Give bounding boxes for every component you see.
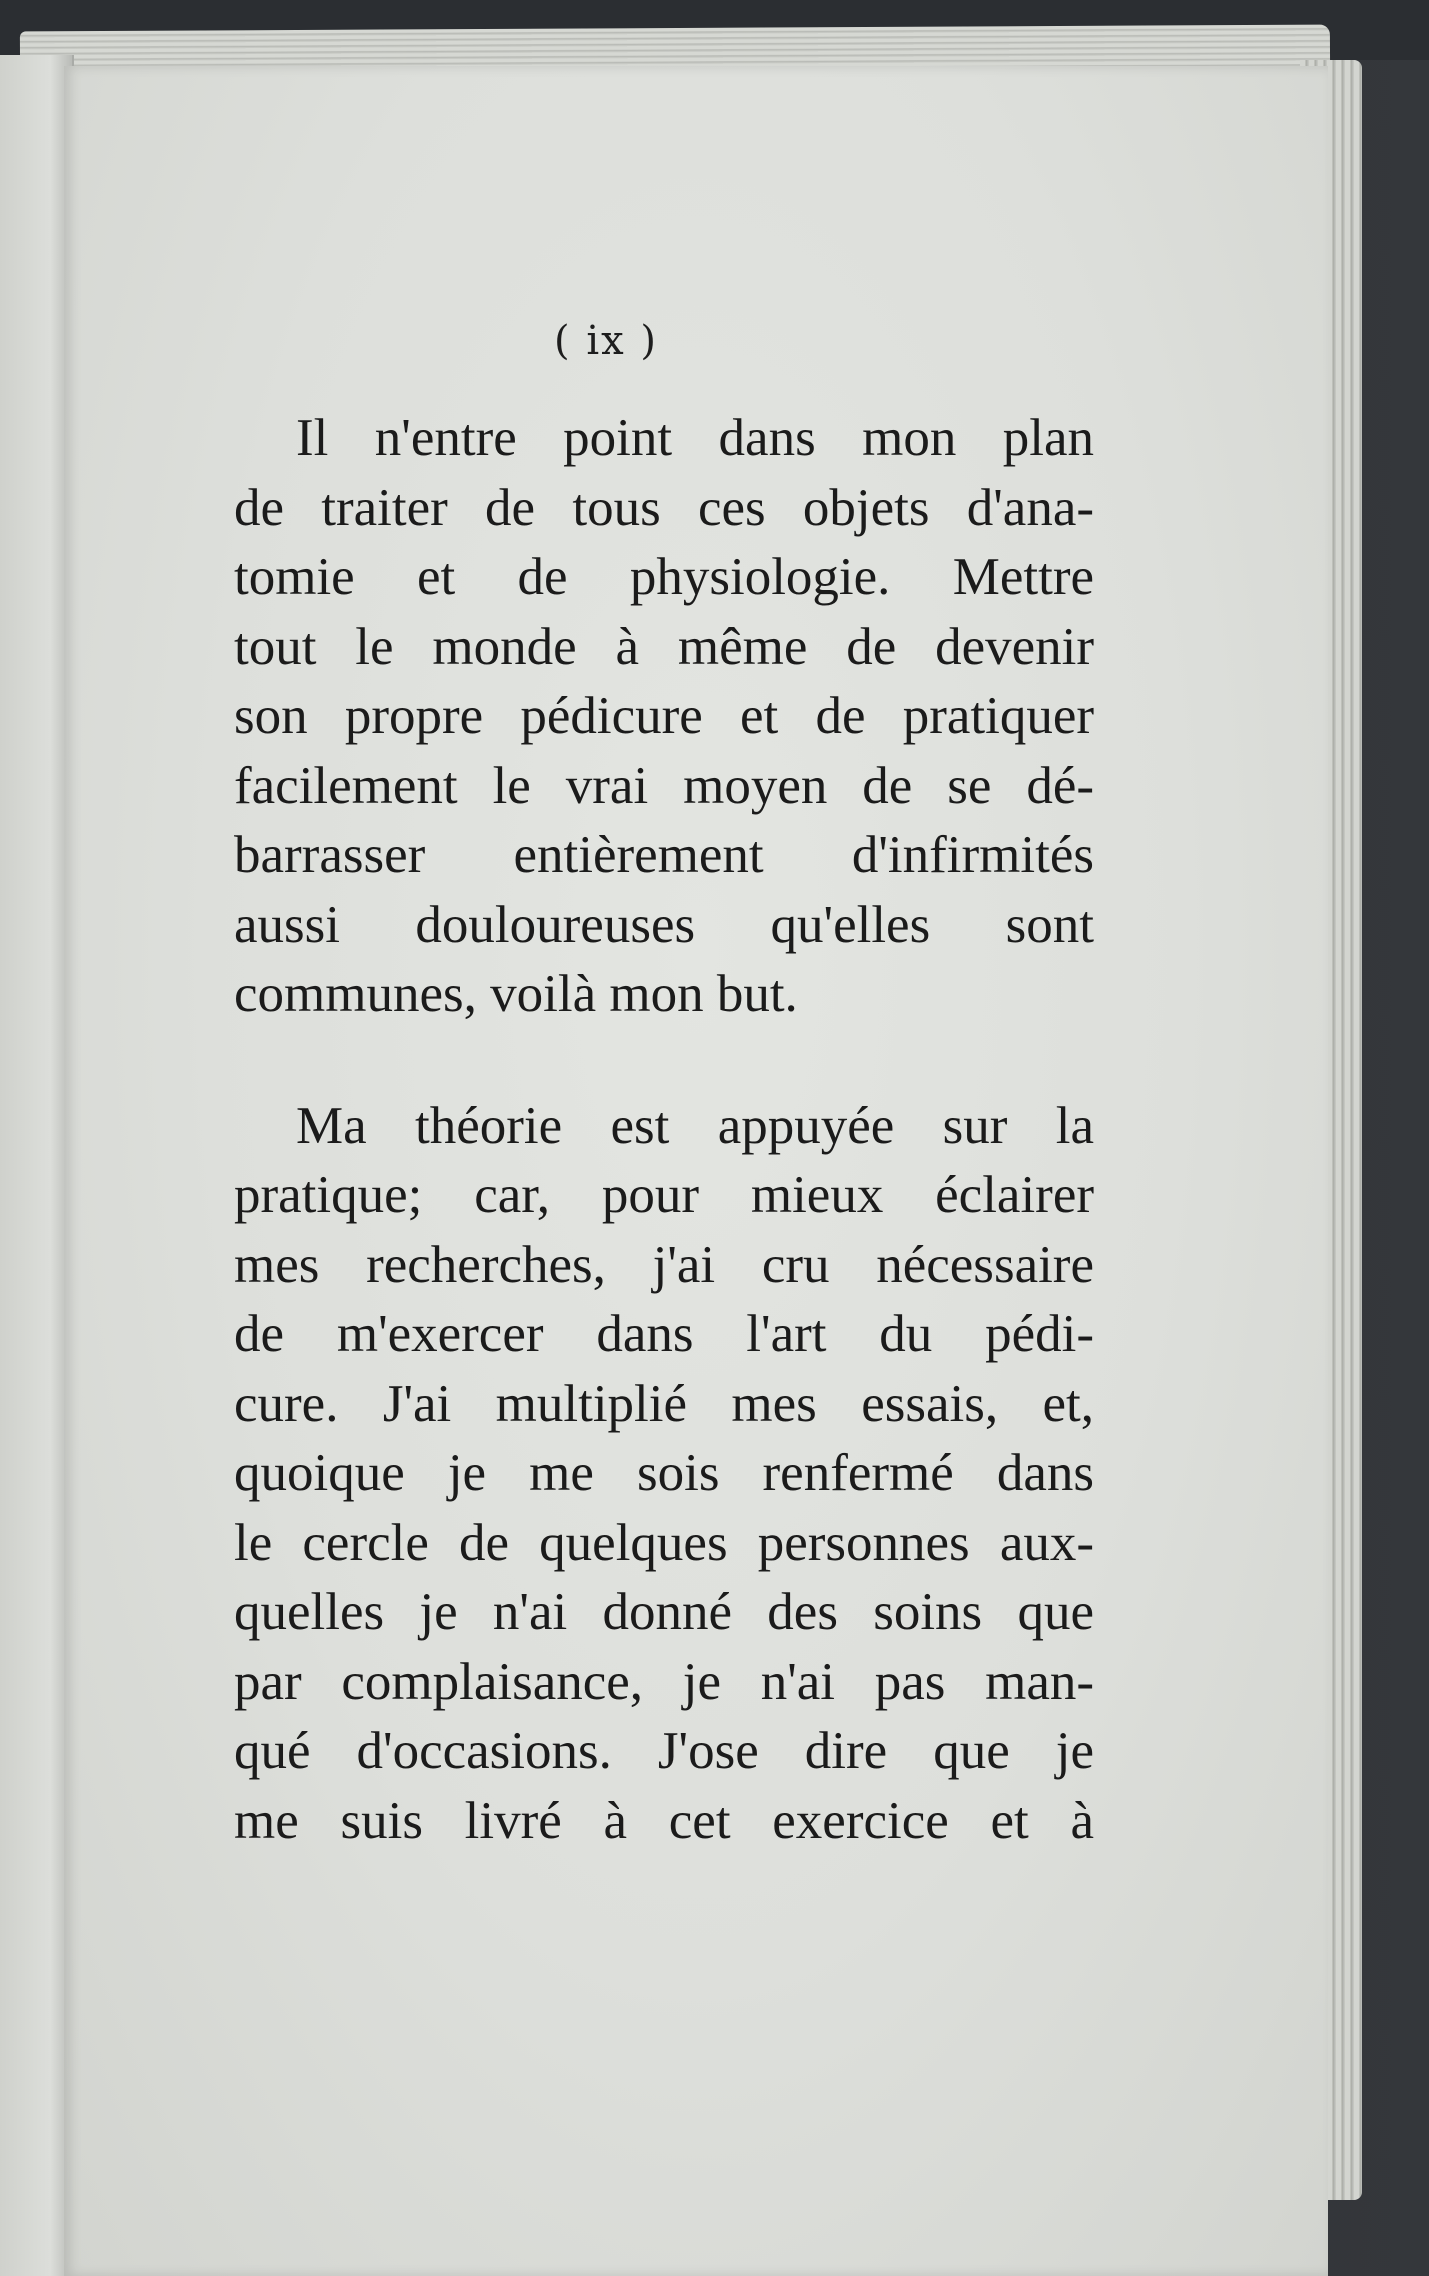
text-line: de m'exercer dans l'art du pédi- xyxy=(234,1305,1094,1363)
text-line: tout le monde à même de devenir xyxy=(234,617,1094,676)
paragraph-2 xyxy=(234,1092,1094,1857)
text-line: me suis livré à cet exercice et à xyxy=(234,1791,1094,1850)
text-line: de traiter de tous ces objets d'ana- xyxy=(234,478,1094,537)
text-line: pratique; car, pour mieux éclairer xyxy=(234,1166,1094,1224)
text-line: tomie et de physiologie. Mettre xyxy=(234,548,1094,606)
text-line: aussi douloureuses qu'elles sont xyxy=(234,895,1094,954)
text-line: par complaisance, je n'ai pas man- xyxy=(234,1652,1094,1711)
body-text xyxy=(234,404,1094,1856)
text-line: barrasser entièrement d'infirmités xyxy=(234,826,1094,884)
text-line: Il n'entre point dans mon plan xyxy=(296,409,1094,467)
text-line: le cercle de quelques personnes aux- xyxy=(234,1513,1094,1572)
page-number-header: ( ix ) xyxy=(554,318,658,364)
facing-page-edge xyxy=(0,55,74,2276)
text-line: son propre pédicure et de pratiquer xyxy=(234,687,1094,745)
text-line: cure. J'ai multiplié mes essais, et, xyxy=(234,1374,1094,1433)
text-line: communes, voilà mon but. xyxy=(234,965,798,1023)
text-line: qué d'occasions. J'ose dire que je xyxy=(234,1722,1094,1780)
text-line: facilement le vrai moyen de se dé- xyxy=(234,756,1094,815)
text-line: Ma théorie est appuyée sur la xyxy=(296,1096,1094,1155)
book-page xyxy=(64,66,1328,2276)
paragraph-1 xyxy=(234,404,1094,1030)
text-line: quelles je n'ai donné des soins que xyxy=(234,1583,1094,1641)
text-line: quoique je me sois renfermé dans xyxy=(234,1444,1094,1502)
text-line: mes recherches, j'ai cru nécessaire xyxy=(234,1235,1094,1294)
